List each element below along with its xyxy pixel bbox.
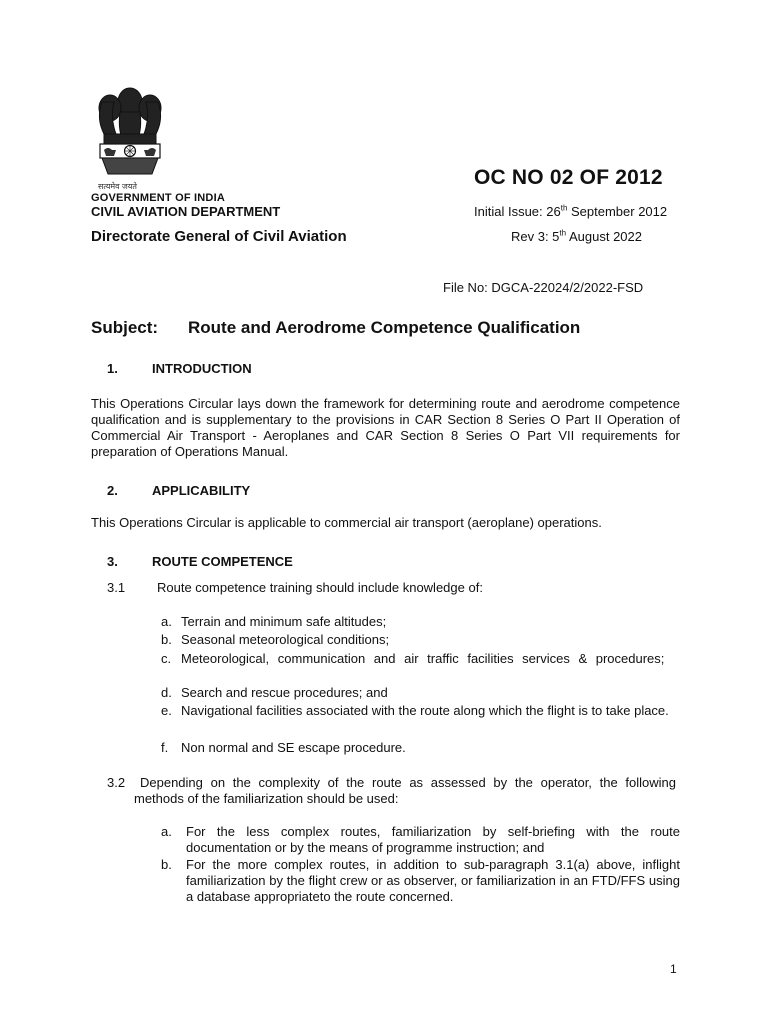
subject-text: Route and Aerodrome Competence Qualification <box>188 318 581 337</box>
list-item: b. Seasonal meteorological conditions; <box>161 632 390 647</box>
list-item: c. Meteorological, communication and air traffic facilities services & procedures; <box>161 651 665 666</box>
directorate-label: Directorate General of Civil Aviation <box>91 228 347 245</box>
paragraph-number: 3.1 <box>107 580 126 595</box>
page-number: 1 <box>670 962 677 976</box>
list-item: e. Navigational facilities associated with the route along which the flight is to take place. <box>161 703 669 718</box>
section-number: 2. <box>107 483 118 498</box>
section-heading: APPLICABILITY <box>152 483 251 498</box>
section-heading: ROUTE COMPETENCE <box>152 554 293 569</box>
section-number: 3. <box>107 554 118 569</box>
paragraph-text: Route competence training should include knowledge of: <box>157 580 483 595</box>
file-number: File No: DGCA-22024/2/2022-FSD <box>443 280 644 295</box>
applicability-paragraph: This Operations Circular is applicable to commercial air transport (aeroplane) operations. <box>91 515 602 530</box>
introduction-paragraph: This Operations Circular lays down the framework for determining route and aerodrome competence qualification and is supplementary to the provisions in CAR Section 8 Series O Part II Operation of Commercial Air Transport - Aeroplanes and CAR Section 8 Series O Part VII requirements for preparation of Operations Manual. <box>91 396 680 459</box>
list-item: d. Search and rescue procedures; and <box>161 685 388 700</box>
emblem-motto: सत्यमेव जयते <box>98 182 137 191</box>
initial-issue-date: Initial Issue: 26th September 2012 <box>474 203 668 219</box>
subject-label: Subject: <box>91 318 159 337</box>
list-item: a. For the less complex routes, familiarization by self-briefing with the route documentation or by the means of programme instruction; and <box>161 824 680 855</box>
section-number: 1. <box>107 361 118 376</box>
list-item: f. Non normal and SE escape procedure. <box>161 740 406 755</box>
paragraph-text: Depending on the complexity of the route as assessed by the operator, the following methods of the familiarization should be used: <box>134 775 676 806</box>
list-item: b. For the more complex routes, in addition to sub-paragraph 3.1(a) above, inflight familiarization by the flight crew or as observer, or familiarization in an FTD/FFS using a database appropriateto the route concerned. <box>161 857 680 904</box>
revision-date: Rev 3: 5th August 2022 <box>511 228 642 244</box>
government-label: GOVERNMENT OF INDIA <box>91 192 225 204</box>
circular-number: OC NO 02 OF 2012 <box>474 166 663 189</box>
national-emblem-icon <box>88 78 172 190</box>
subject-line <box>91 318 580 338</box>
section-heading: INTRODUCTION <box>152 361 252 376</box>
department-label: CIVIL AVIATION DEPARTMENT <box>91 204 281 219</box>
paragraph-number: 3.2 <box>107 775 126 790</box>
list-item: a. Terrain and minimum safe altitudes; <box>161 614 387 629</box>
